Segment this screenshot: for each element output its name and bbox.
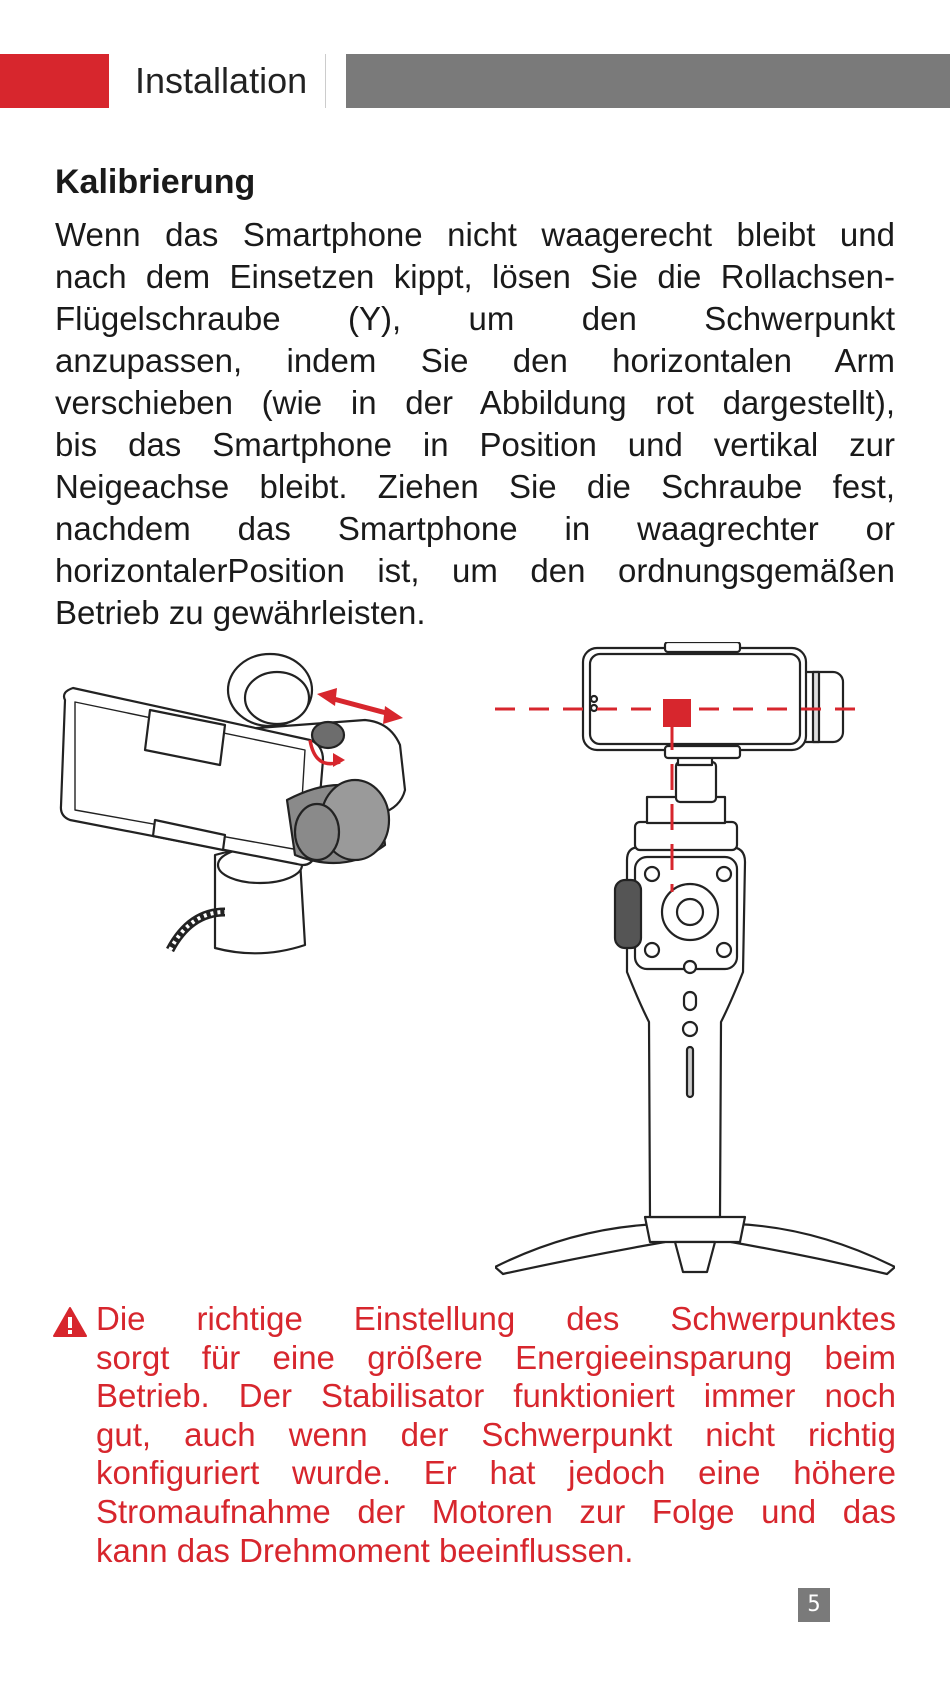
page-number: 5 bbox=[798, 1588, 830, 1622]
paragraph-line: nach dem Einsetzen kippt, lösen Sie die Rollachsen- bbox=[55, 258, 895, 295]
header-divider bbox=[325, 54, 326, 108]
paragraph-line: verschieben (wie in der Abbildung rot dargestellt), bbox=[55, 384, 895, 421]
warning-note bbox=[96, 1300, 896, 1570]
gimbal-front-view-illustration bbox=[495, 642, 895, 1282]
warning-line: kann das Drehmoment beeinflussen. bbox=[96, 1531, 634, 1569]
warning-line: sorgt für eine größere Energieeinsparung beim bbox=[96, 1338, 896, 1376]
calibration-heading: Kalibrierung bbox=[55, 163, 256, 201]
header-accent-block bbox=[0, 54, 109, 108]
header-gray-bar bbox=[346, 54, 950, 108]
paragraph-line: Flügelschraube (Y), um den Schwerpunkt bbox=[55, 300, 895, 337]
warning-triangle-icon bbox=[53, 1306, 87, 1338]
warning-line: Stromaufnahme der Motoren zur Folge und das bbox=[96, 1492, 896, 1530]
paragraph-line: Wenn das Smartphone nicht waagerecht bleibt und bbox=[55, 216, 895, 253]
warning-line: Die richtige Einstellung des Schwerpunktes bbox=[96, 1300, 896, 1337]
center-of-gravity-marker bbox=[663, 699, 691, 727]
paragraph-line: Betrieb zu gewährleisten. bbox=[55, 594, 426, 631]
section-title: Installation bbox=[135, 60, 308, 101]
paragraph-line: anzupassen, indem Sie den horizontalen Arm bbox=[55, 342, 895, 379]
paragraph-line: horizontalerPosition ist, um den ordnungsgemäßen bbox=[55, 552, 895, 589]
calibration-paragraph bbox=[55, 214, 895, 634]
paragraph-line: Neigeachse bleibt. Ziehen Sie die Schraube fest, bbox=[55, 468, 895, 505]
paragraph-line: nachdem das Smartphone in waagrechter or bbox=[55, 510, 895, 547]
gimbal-roll-adjust-illustration bbox=[55, 650, 425, 960]
warning-line: konfiguriert wurde. Er hat jedoch eine höhere bbox=[96, 1454, 896, 1492]
warning-line: Betrieb. Der Stabilisator funktioniert immer noch bbox=[96, 1377, 896, 1415]
warning-line: gut, auch wenn der Schwerpunkt nicht richtig bbox=[96, 1415, 896, 1453]
paragraph-line: bis das Smartphone in Position und vertikal zur bbox=[55, 426, 895, 463]
